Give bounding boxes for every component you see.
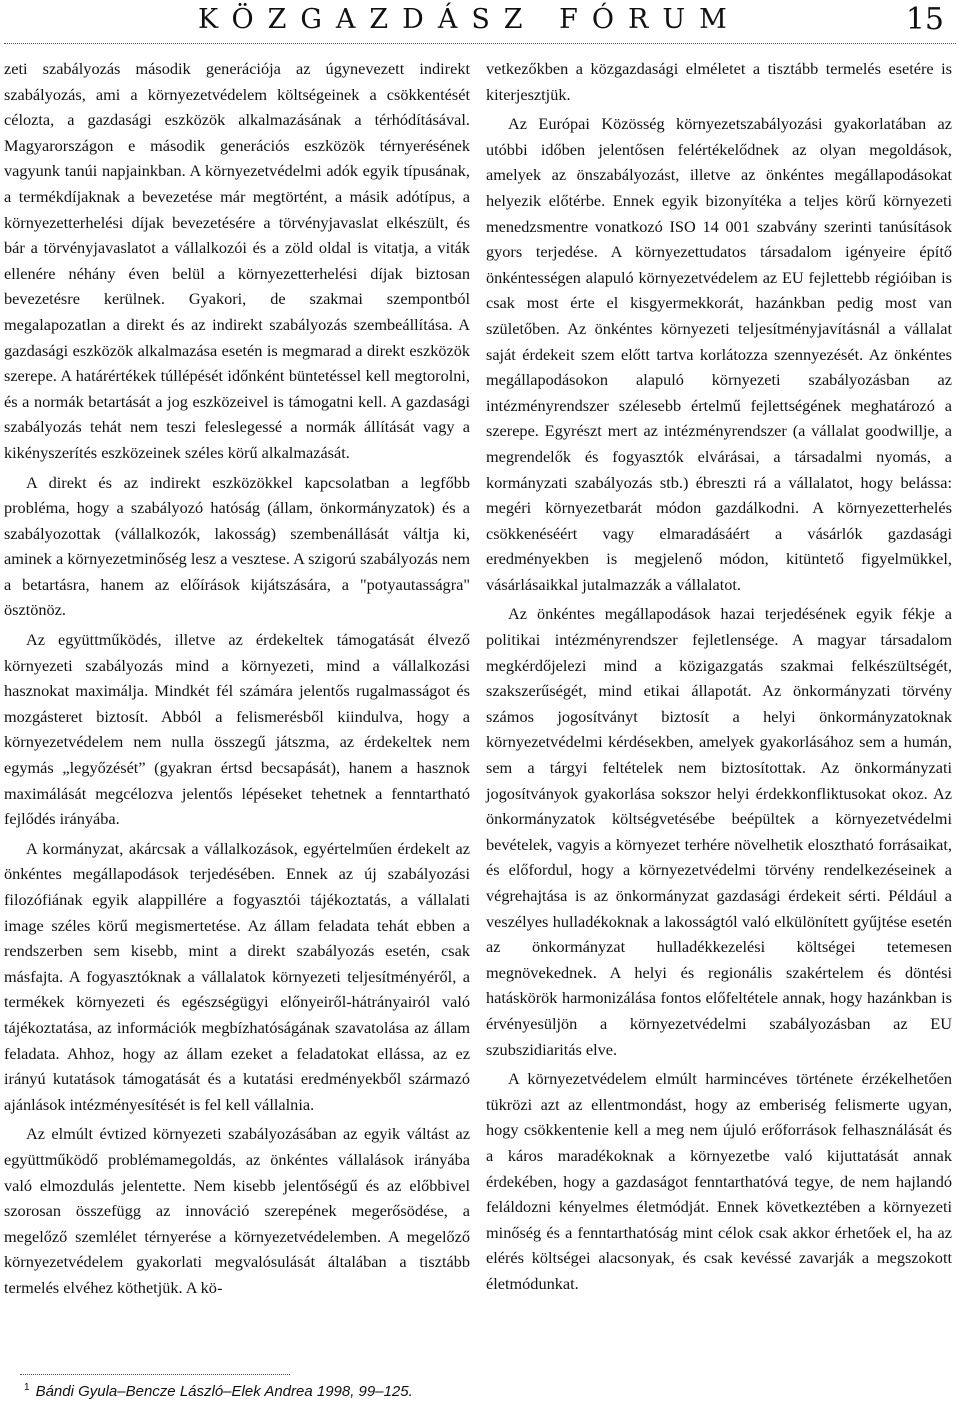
- header-rule: [4, 43, 956, 44]
- footnote: [24, 1382, 413, 1400]
- paragraph: Az Európai Közösség környezetszabályozási gyakorlatában az utóbbi időben jelentősen felértékelődnek az olyan megoldások, amelyek az önszabályozást, illetve az önkéntes megállapodásokat helyezik előtérbe. Ennek egyik bizonyítéka a teljes körű környezeti menedzsmentre vonatkozó ISO 14 001 szabvány szerinti tanúsítások gyors terjedése. A környezettudatos társadalom igényeire építő önkéntességen alapuló környezetvédelem az EU fejlettebb régióiban is csak most érte el kisgyermekkorát, hazánkban pedig most van születőben. Az önkéntes környezeti teljesítményjavításnál a vállalat saját érdekeit szem előtt tartva korlátozza szennyezését. Az önkéntes megállapodásokon alapuló környezeti szabályozásban az intézményrendszer szélesebb értelmű fejlettségének meghatározó a szerepe. Egyrészt mert az intézményrendszer (a vállalat goodwillje, a megrendelők és fogyasztók elvárásai, a társadalmi nyomás, a kormányzati szabályozás stb.) ébreszti rá a vállalatot, hogy belássa: megéri környezetbarát módon gazdálkodni. A környezetterhelés csökkenéséért vagy elmaradásáért a vásárlók gazdasági eredményekben is megjelenő módon, kitüntető figyelmükkel, vásárlásaikkal jutalmazzák a vállalatot.: [486, 114, 952, 594]
- paragraph: A kormányzat, akárcsak a vállalkozások, egyértelműen érdekelt az önkéntes megállapodások terjedésében. Ennek az új szabályozási filozófiának egyik alappillére a fogyasztói tájékoztatás, a vállalati image széles körű megismertetése. Az állam feladata tehát ebben a rendszerben sem kisebb, mint a direkt szabályozás esetén, csak másfajta. A fogyasztóknak a vállalatok környezeti teljesítményéről, a termékek környezeti és egészségügyi előnyeiről-hátrányairól való tájékoztatása, az információk megbízhatóságának szavatolása az állam feladata. Ahhoz, hogy az állam ezeket a feladatokat ellássa, az ez irányú kutatások támogatását és a kutatási eredményekből származó ajánlások intézményesítését is fel kell vállalnia.: [4, 838, 470, 1114]
- footnote-text: Bándi Gyula–Bencze László–Elek Andrea 1998, 99–125.: [35, 1383, 413, 1400]
- paragraph: A környezetvédelem elmúlt harmincéves története érzékelhetően tükrözi azt az ellentmondást, hogy az emberiség felismerte ugyan, hogy csökkentenie kell a meg nem újuló erőforrások felhasználását és a káros maradékoknak a környezetbe való kijuttatását annak érdekében, hogy a gazdaságot fenntarthatóvá tegye, de nem hajlandó feláldozni kényelmes életmódját. Ennek következtében a környezeti minőség és a fenntarthatóság mint célok csak akkor érhetőek el, ha az elérés költségei alacsonyak, és csak kevéssé zavarják a megszokott életmódunkat.: [486, 1069, 952, 1293]
- paragraph: zeti szabályozás második generációja az úgynevezett indirekt szabályozás, ami a környezetvédelem költségeinek a csökkentését célozta, a gazdasági eszközök alkalmazásának a térhódításával. Magyarországon e második generációs eszközök térnyerésének vagyunk tanúi napjainkban. A környezetvédelmi adók egyik típusának, a termékdíjaknak a bevezetése már megtörtént, a másik adótípus, a környezetterhelési díjak bevezetésére a törvényjavaslat elkészült, és bár a törvényjavaslatot a vállalkozói és a zöld oldal is vitatja, a viták ellenére néhány éven belül a környezetterhelési díjak biztosan bevezetésre kerülnek. Gyakori, de szakmai szempontból megalapozatlan a direkt és az indirekt szabályozás szembeállítása. A gazdasági eszközök alkalmazása esetén is megmarad a direkt eszközök szerepe. A határértékek túllépését időnként büntetéssel kell megtorolni, és a normák betartását a jog eszközeivel is támogatni kell. A gazdasági szabályozás tehát nem teszi feleslegessé a normák állítását vagy a kikényszerítés eszközeinek széles körű alkalmazását.: [4, 59, 470, 462]
- footnote-marker: 1: [24, 1382, 30, 1393]
- paragraph: Az elmúlt évtized környezeti szabályozásában az egyik váltást az együttműködő problémamegoldás, az önkéntes vállalások irányába való elmozdulás jelentette. Nem kisebb jelentőségű és az előbbivel szorosan összefügg az innováció szerepének megerősödése, a megelőző szemlélet térnyerése a környezetvédelemben. A megelőző környezetvédelem gyakorlati megvalósulását általában a tisztább termelés elvéhez köthetjük. A kö-: [4, 1124, 470, 1297]
- paragraph: Az önkéntes megállapodások hazai terjedésének egyik fékje a politikai intézményrendszer fejletlensége. A magyar társadalom megkérdőjelezi mind a közigazgatás szakmai felkészültségét, szakszerűségét, mind etikai állapotát. Az önkormányzati törvény számos jogosítványt biztosít a helyi önkormányzatoknak környezetvédelmi kérdésekben, amelyek gyakorlásához sem a humán, sem a tárgyi feltételek nem biztosítottak. Az önkormányzati jogosítványok gyakorlása sokszor helyi érdekkonfliktusokat okoz. Az önkormányzatok költségvetésébe beépültek a környezetvédelmi bevételek, vagyis a környezet terhére növelhetik elosztható forrásaikat, és előfordul, hogy a környezetvédelmi törvény rendelkezéseinek a végrehajtása is az önkormányzat gazdasági érdekeit sérti. Például a veszélyes hulladékoknak a lakosságtól való elkülönített gyűjtése esetén az önkormányzat hulladékkezelési költségei tetemesen megnövekednek. A helyi és regionális szakértelem és döntési hatáskörök harmonizálása fontos előfeltétele annak, hogy hazánkban is érvényesüljön a környezetvédelmi szabályozásban az EU szubszidiaritás elve.: [486, 604, 952, 1059]
- paragraph: A direkt és az indirekt eszközökkel kapcsolatban a legfőbb probléma, hogy a szabályozó hatóság (állam, önkormányzatok) és a szabályozottak (vállalkozók, lakosság) szembenállását váltja ki, aminek a környezetminőség lesz a vesztese. A szigorú szabályozás nem a betartásra, hanem az előírások kijátszására, a "potyautasságra" ösztönöz.: [4, 472, 470, 620]
- journal-title: KÖZGAZDÁSZ FÓRUM: [198, 4, 741, 35]
- paragraph: vetkezőkben a közgazdasági elméletet a tisztább termelés esetére is kiterjesztjük.: [486, 59, 952, 104]
- left-column: [4, 56, 470, 1356]
- page-number: 15: [905, 2, 944, 37]
- right-column: [486, 56, 952, 1386]
- page-header: [0, 0, 960, 46]
- paragraph: Az együttműködés, illetve az érdekeltek támogatását élvező környezeti szabályozás mind a környezeti, mind a vállalkozási hasznokat maximálja. Mindkét fél számára jelentős rugalmasságot és mozgásteret biztosít. Abból a felismerésből kiindulva, hogy a környezetvédelem nem nulla összegű játszma, az érdekeltek nem egymás „legyőzését” (gyakran értsd becsapását), hanem a hasznok maximálását megcélozva jelentős lépéseket tehetnek a fenntartható fejlődés irányába.: [4, 630, 470, 829]
- footnote-rule: [20, 1374, 290, 1375]
